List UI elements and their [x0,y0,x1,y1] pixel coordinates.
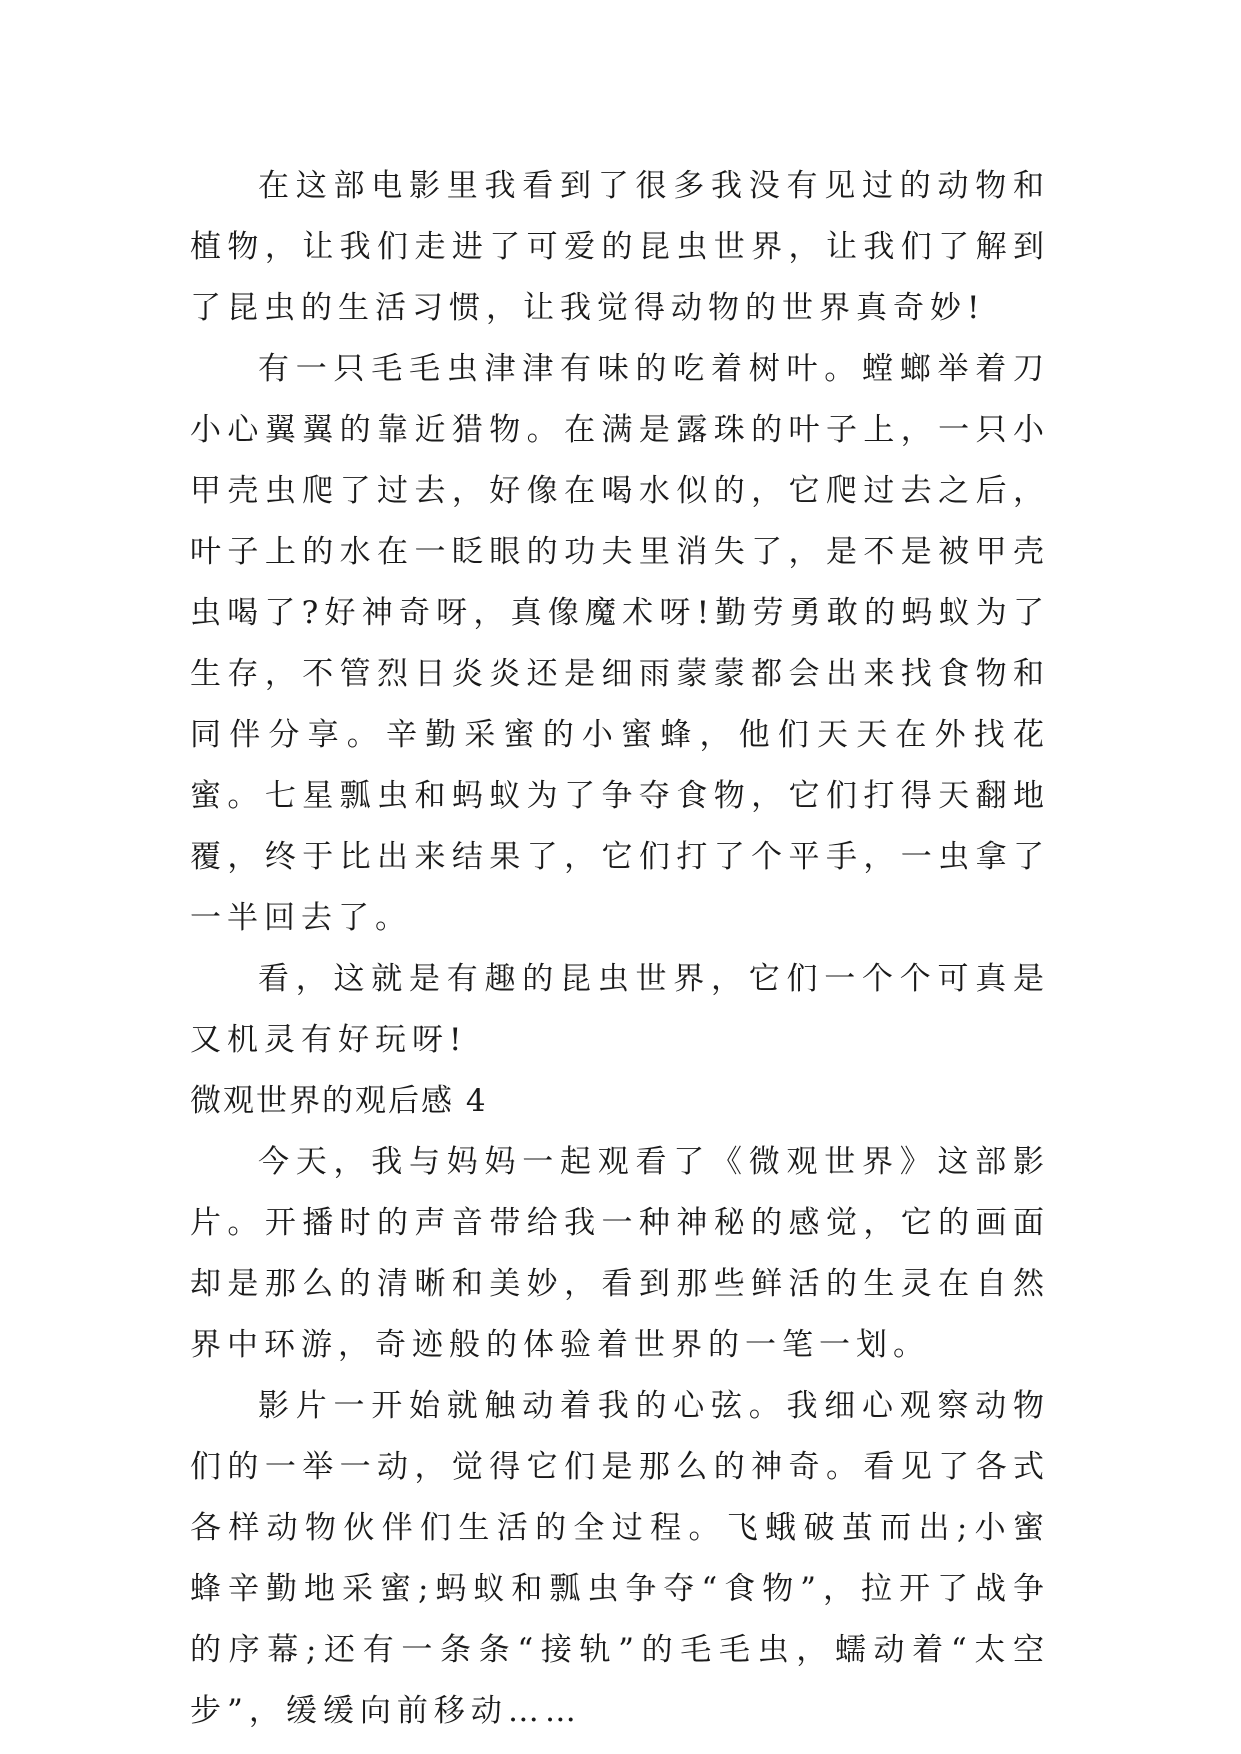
paragraph-movie-intro: 在这部电影里我看到了很多我没有见过的动物和植物，让我们走进了可爱的昆虫世界，让我们了解到了昆虫的生活习惯，让我觉得动物的世界真奇妙! [190,168,1050,326]
paragraph-insects-description: 有一只毛毛虫津津有味的吃着树叶。螳螂举着刀小心翼翼的靠近猎物。在满是露珠的叶子上，一只小甲壳虫爬了过去，好像在喝水似的，它爬过去之后，叶子上的水在一眨眼的功夫里消失了，是不是被甲壳虫喝了?好神奇呀，真像魔术呀!勤劳勇敢的蚂蚁为了生存，不管烈日炎炎还是细雨蒙蒙都会出来找食物和同伴分享。辛勤采蜜的小蜜蜂，他们天天在外找花蜜。七星瓢虫和蚂蚁为了争夺食物，它们打得天翻地覆，终于比出来结果了，它们打了个平手，一虫拿了一半回去了。 [190,351,1050,936]
paragraph-film-impressions: 影片一开始就触动着我的心弦。我细心观察动物们的一举一动，觉得它们是那么的神奇。看见了各式各样动物伙伴们生活的全过程。飞蛾破茧而出;小蜜蜂辛勤地采蜜;蚂蚁和瓢虫争夺“食物”，拉开了战争的序幕;还有一条条“接轨”的毛毛虫，蠕动着“太空步”，缓缓向前移动…… [190,1388,1050,1729]
document-body [190,156,1050,1742]
paragraph-insects-conclusion: 看，这就是有趣的昆虫世界，它们一个个可真是又机灵有好玩呀! [190,961,1050,1058]
section-heading: 微观世界的观后感 4 [190,1083,488,1119]
paragraph-watching-film: 今天，我与妈妈一起观看了《微观世界》这部影片。开播时的声音带给我一种神秘的感觉，它的画面却是那么的清晰和美妙，看到那些鲜活的生灵在自然界中环游，奇迹般的体验着世界的一笔一划。 [190,1144,1050,1363]
